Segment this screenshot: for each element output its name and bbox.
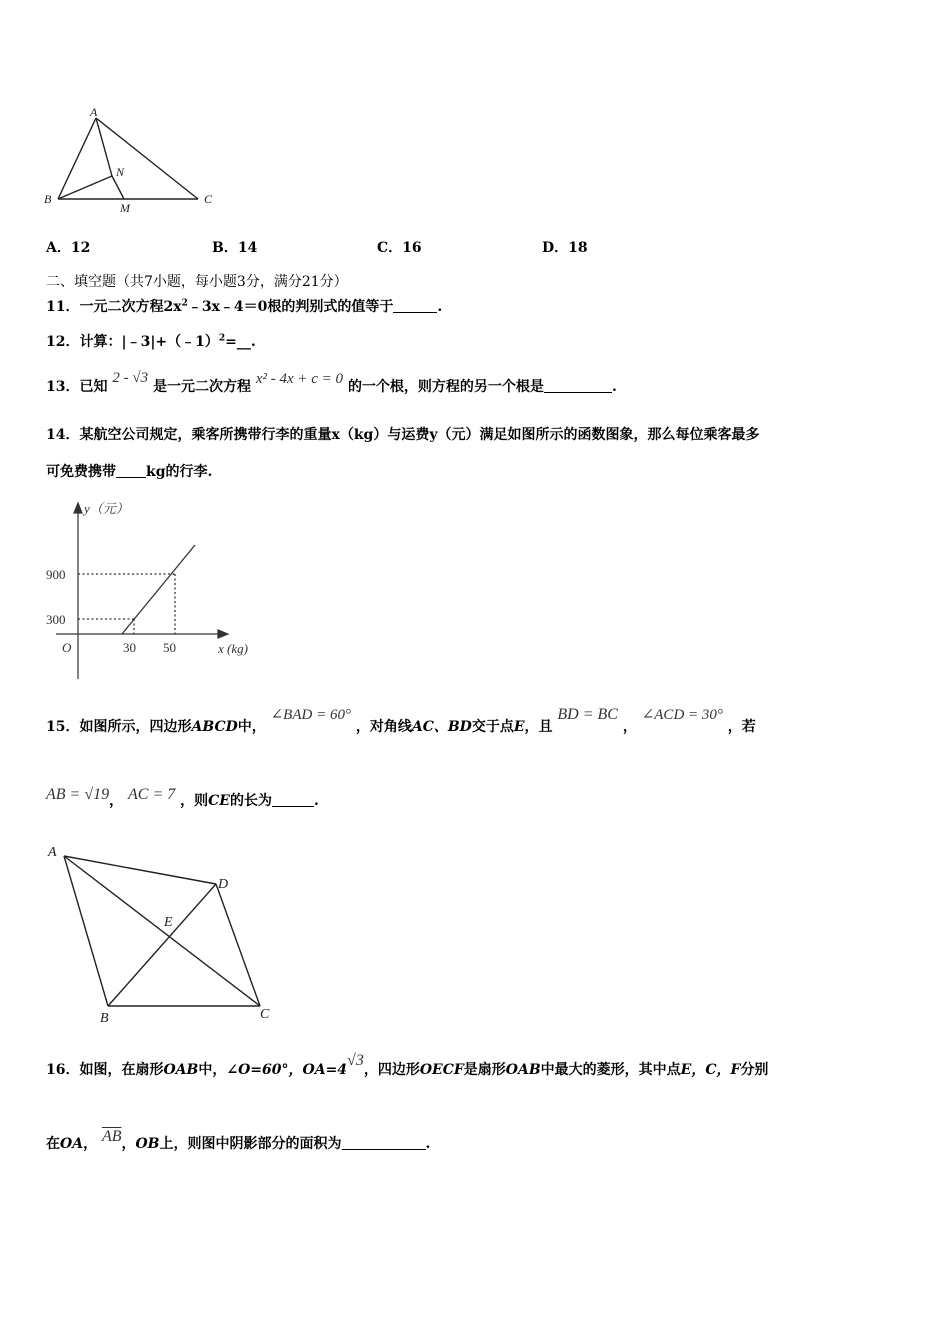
label-m: M [120, 201, 130, 215]
segment-ab [58, 118, 96, 199]
answer-blank-16[interactable] [342, 1135, 426, 1150]
x-axis-label: x (kg) [218, 641, 248, 656]
segment-ab-15 [64, 856, 108, 1006]
segment-nm [112, 176, 124, 199]
quadrilateral-figure-q15 [42, 840, 282, 1025]
equation-13: x² - 4x + c = 0 [255, 371, 344, 387]
origin-label: O [62, 640, 72, 655]
label-a: A [90, 105, 98, 119]
diagonal-ac [64, 856, 260, 1006]
option-a: A．12 [46, 240, 91, 256]
x-axis-arrow [218, 630, 228, 638]
segment-ad [64, 856, 216, 884]
segment-an [96, 118, 112, 176]
label-b: B [44, 192, 52, 206]
label-d-15: D [218, 877, 229, 892]
fee-line [122, 545, 195, 634]
eq-bd-bc: BD = BC [557, 706, 618, 723]
angle-bad: ∠BAD = 60° [270, 707, 351, 723]
answer-blank-15[interactable] [272, 792, 314, 807]
answer-blank-13[interactable] [544, 378, 612, 393]
answer-blank-11[interactable] [393, 298, 437, 313]
question-13: 13．已知 2 - √3 是一元二次方程 x² - 4x + c = 0 的一个根，则方程的另一个根是 . [46, 370, 617, 395]
label-a-15: A [48, 845, 57, 860]
sqrt-three: √3 [347, 1052, 364, 1069]
y-tick-900: 900 [46, 567, 66, 582]
label-e-15: E [164, 915, 173, 930]
root-expression: 2 - √3 [112, 370, 149, 386]
answer-blank-14[interactable] [116, 463, 146, 478]
option-c: C．16 [377, 240, 422, 256]
option-d: D．18 [542, 240, 588, 256]
function-graph-q14 [42, 497, 256, 685]
y-tick-300: 300 [46, 612, 66, 627]
label-b-15: B [100, 1011, 109, 1025]
x-tick-30: 30 [123, 640, 136, 655]
eq-ac: AC = 7 [128, 786, 176, 803]
triangle-figure-q10 [40, 104, 220, 216]
question-16-line1: 16．如图，在扇形OAB中，∠O=60°，OA=4√3，四边形OECF是扇形OAB中最大的菱形，其中点E，C，F分别 [46, 1052, 769, 1078]
option-b: B．14 [212, 240, 258, 256]
question-14-line2: 可免费携带 kg的行李. [46, 464, 213, 480]
y-axis-arrow [74, 503, 82, 513]
label-c-15: C [260, 1007, 270, 1022]
question-14-line1: 14．某航空公司规定，乘客所携带行李的重量x（kg）与运费y（元）满足如图所示的函数图象，那么每位乘客最多 [46, 427, 760, 443]
y-axis-label: y（元） [84, 501, 129, 516]
question-15-line1: 15．如图所示，四边形ABCD中， ∠BAD = 60° ，对角线AC、BD交于点E，且 BD = BC ， ∠ACD = 30° ，若 [46, 706, 756, 735]
question-12: 12．计算：|﹣3|+（﹣1）$^2$=__. [46, 333, 256, 350]
segment-bn [58, 176, 112, 199]
label-c: C [204, 192, 213, 206]
arc-ab: $\overline{AB}$ [101, 1128, 122, 1145]
angle-acd: ∠ACD = 30° [641, 707, 723, 723]
question-11: 11．一元二次方程$2x^2﹣3x﹣4=0$根的判别式的值等于 . [46, 298, 443, 315]
segment-dc [216, 884, 260, 1006]
segment-ac [96, 118, 198, 199]
question-16-line2: 在OA， $\overline{AB}$，OB上，则图中阴影部分的面积为 . [46, 1128, 431, 1152]
question-15-line2: AB = √19， AC = 7 ，则CE的长为 . [46, 786, 319, 809]
x-tick-50: 50 [163, 640, 176, 655]
eq-ab: AB = √19 [46, 786, 110, 803]
label-n: N [116, 165, 125, 179]
section-title: 二、填空题（共7小题，每小题3分，满分21分） [46, 274, 348, 290]
